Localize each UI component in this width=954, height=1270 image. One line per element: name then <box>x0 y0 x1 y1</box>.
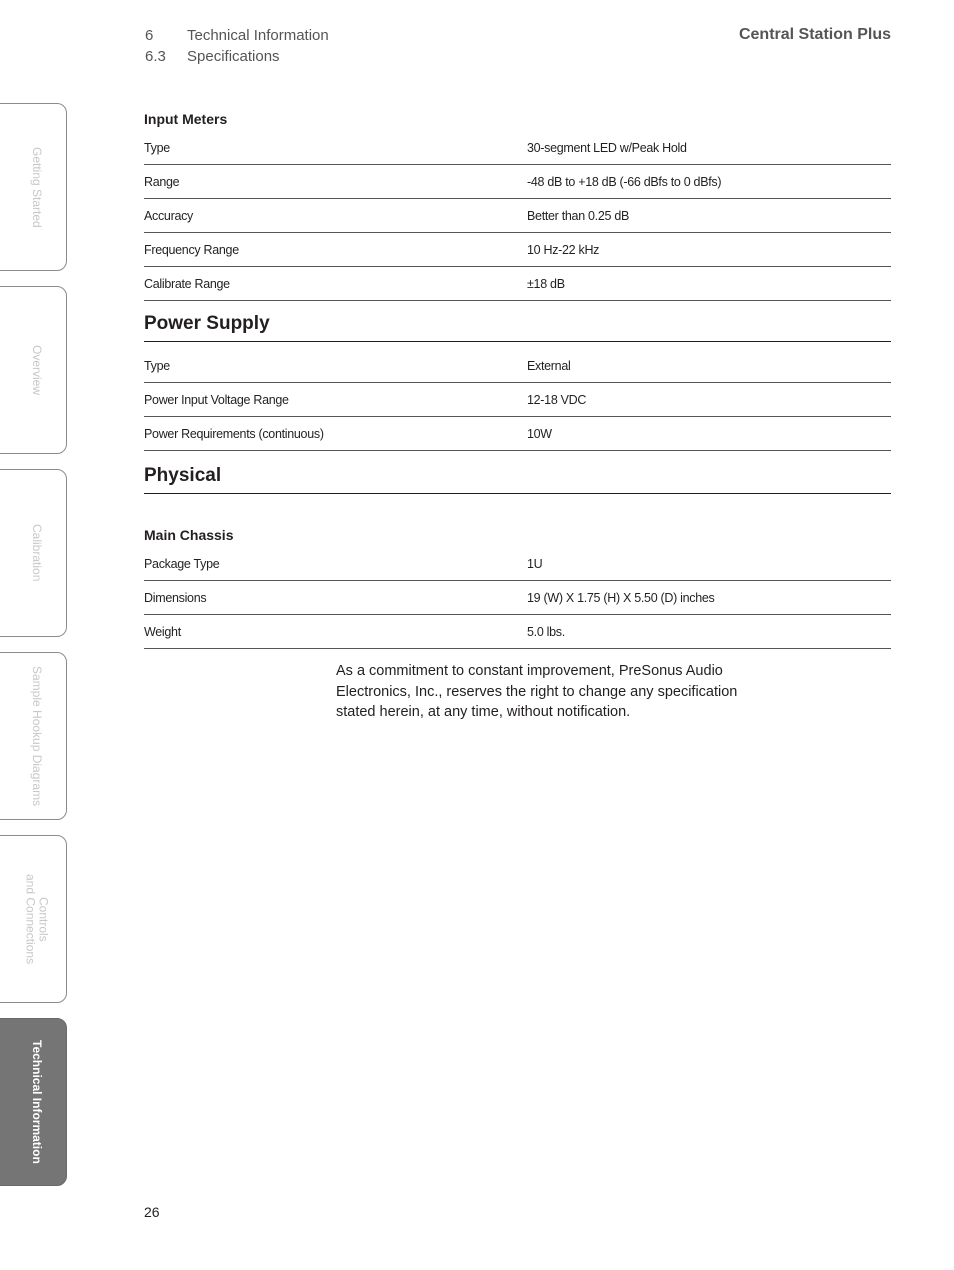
spec-value: 10 Hz-22 kHz <box>527 233 891 267</box>
spec-value: 19 (W) X 1.75 (H) X 5.50 (D) inches <box>527 581 891 615</box>
power-supply-table <box>144 349 891 451</box>
spec-key: Dimensions <box>144 581 527 615</box>
side-tab-label: Sample Hookup Diagrams <box>30 665 44 807</box>
table-row <box>144 233 891 267</box>
chapter-title: Technical Information <box>187 27 329 44</box>
spec-value: 12-18 VDC <box>527 383 891 417</box>
side-tab-controls-and-connections[interactable] <box>0 835 67 1003</box>
side-tab-label: Overview <box>30 344 44 395</box>
spec-value: Better than 0.25 dB <box>527 199 891 233</box>
table-row <box>144 581 891 615</box>
side-tab-overview[interactable] <box>0 286 67 454</box>
table-row <box>144 383 891 417</box>
spec-key: Type <box>144 349 527 383</box>
input-meters-table <box>144 131 891 301</box>
table-row <box>144 199 891 233</box>
spec-key: Range <box>144 165 527 199</box>
spec-key: Power Input Voltage Range <box>144 383 527 417</box>
product-name: Central Station Plus <box>738 26 891 43</box>
chapter-number: 6 <box>145 27 154 44</box>
spec-value: ±18 dB <box>527 267 891 301</box>
spec-key: Power Requirements (continuous) <box>144 417 527 451</box>
spec-value: 1U <box>527 547 891 581</box>
spec-value: 5.0 lbs. <box>527 615 891 649</box>
spec-key: Calibrate Range <box>144 267 527 301</box>
table-row <box>144 615 891 649</box>
physical-heading: Physical <box>144 465 891 494</box>
spec-key: Frequency Range <box>144 233 527 267</box>
spec-key: Type <box>144 131 527 165</box>
spec-key: Accuracy <box>144 199 527 233</box>
side-tab-label: Technical Information <box>30 1040 44 1164</box>
table-row <box>144 417 891 451</box>
table-row <box>144 547 891 581</box>
side-tab-sample-hookup-diagrams[interactable] <box>0 652 67 820</box>
side-tab-label: Controls and Connections <box>23 873 51 965</box>
table-row <box>144 267 891 301</box>
input-meters-heading: Input Meters <box>144 111 228 127</box>
spec-value: External <box>527 349 891 383</box>
side-tab-calibration[interactable] <box>0 469 67 637</box>
page-number: 26 <box>144 1204 160 1220</box>
table-row <box>144 131 891 165</box>
power-supply-heading: Power Supply <box>144 313 891 342</box>
header-chapter <box>145 27 329 44</box>
side-tab-getting-started[interactable] <box>0 103 67 271</box>
spec-key: Package Type <box>144 547 527 581</box>
spec-key: Weight <box>144 615 527 649</box>
section-title: Specifications <box>187 48 280 65</box>
main-chassis-heading: Main Chassis <box>144 527 234 543</box>
side-tab-technical-information[interactable] <box>0 1018 67 1186</box>
main-chassis-table <box>144 547 891 649</box>
table-row <box>144 165 891 199</box>
header-section <box>145 48 280 65</box>
spec-value: 30-segment LED w/Peak Hold <box>527 131 891 165</box>
specification-notice: As a commitment to constant improvement, PreSonus Audio Electronics, Inc., reserves the right to change any specification stated herein, at any time, without notification. <box>336 663 738 720</box>
table-row <box>144 349 891 383</box>
spec-value: 10W <box>527 417 891 451</box>
section-number: 6.3 <box>145 48 166 65</box>
side-tab-label: Calibration <box>30 524 44 582</box>
spec-value: -48 dB to +18 dB (-66 dBfs to 0 dBfs) <box>527 165 891 199</box>
side-tab-label: Getting Started <box>30 146 44 228</box>
